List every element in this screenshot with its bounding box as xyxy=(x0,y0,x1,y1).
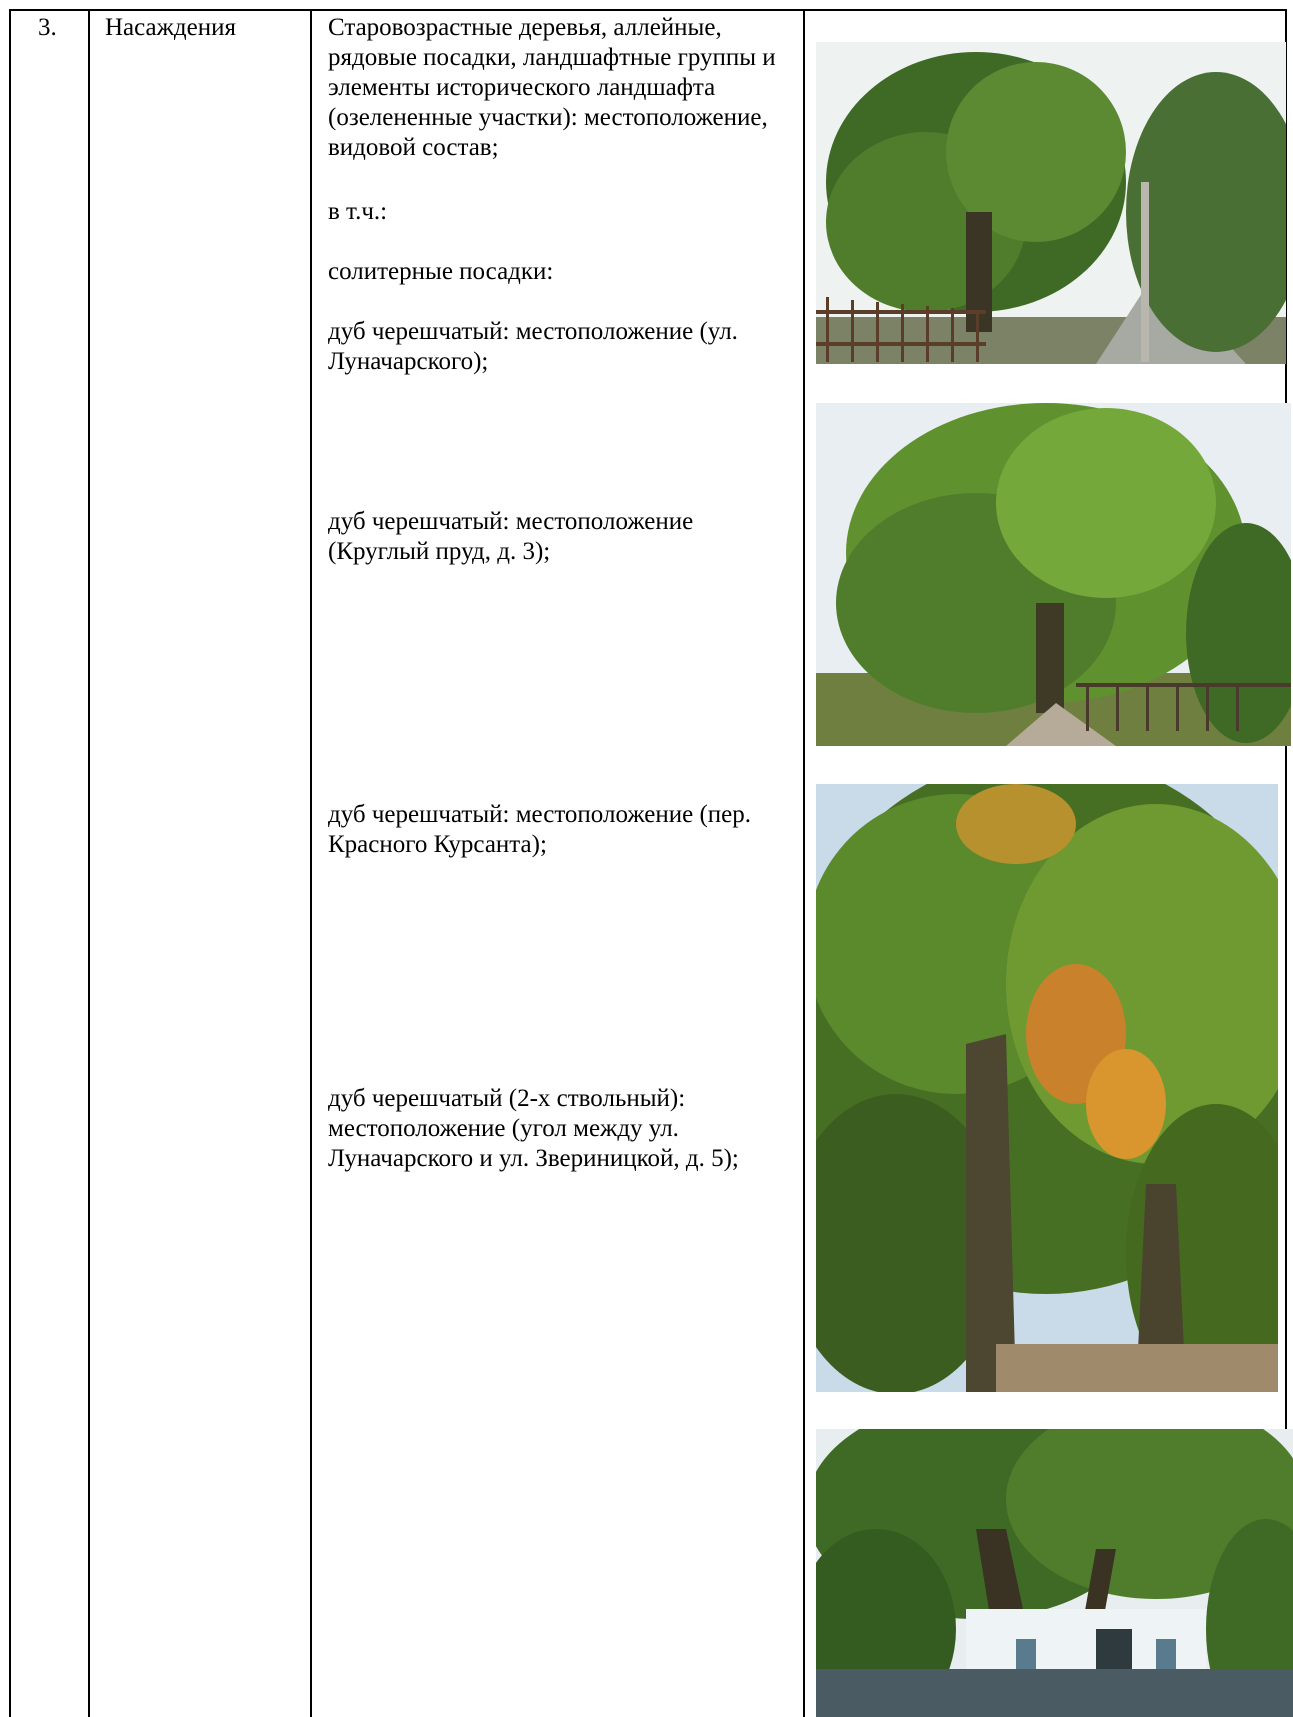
oak-item-krugly-prud: дуб черешчатый: местоположение (Круглый пруд, д. 3); xyxy=(328,508,694,565)
row-number: 3. xyxy=(38,14,57,41)
including-label: в т.ч.: xyxy=(328,198,388,225)
column-divider-1 xyxy=(88,9,90,1717)
oak-item-lunacharsky: дуб черешчатый: местоположение (ул. Луначарского); xyxy=(328,318,738,375)
oak-photo-krugly-prud xyxy=(816,403,1291,746)
column-divider-2 xyxy=(310,9,312,1717)
oak-item-krasny-kursant: дуб черешчатый: местоположение (пер. Красного Курсанта); xyxy=(328,801,752,858)
oak-photo-krasny-kursant xyxy=(816,784,1278,1392)
description-intro: Старовозрастные деревья, аллейные, рядовые посадки, ландшафтные группы и элементы исторического ландшафта (озелененные участки): местоположение, видовой состав; xyxy=(328,14,776,161)
oak-photo-zverinitskaya xyxy=(816,1429,1293,1717)
column-divider-3 xyxy=(803,9,805,1717)
table-left-border xyxy=(9,9,11,1717)
oak-photo-lunacharsky xyxy=(816,42,1286,364)
solitary-plantings-label: солитерные посадки: xyxy=(328,258,554,285)
table-top-border xyxy=(9,9,1287,11)
category-label: Насаждения xyxy=(105,14,236,41)
oak-item-zverinitskaya: дуб черешчатый (2-х ствольный): местоположение (угол между ул. Луначарского и ул. Звериницкой, д. 5); xyxy=(328,1085,739,1172)
